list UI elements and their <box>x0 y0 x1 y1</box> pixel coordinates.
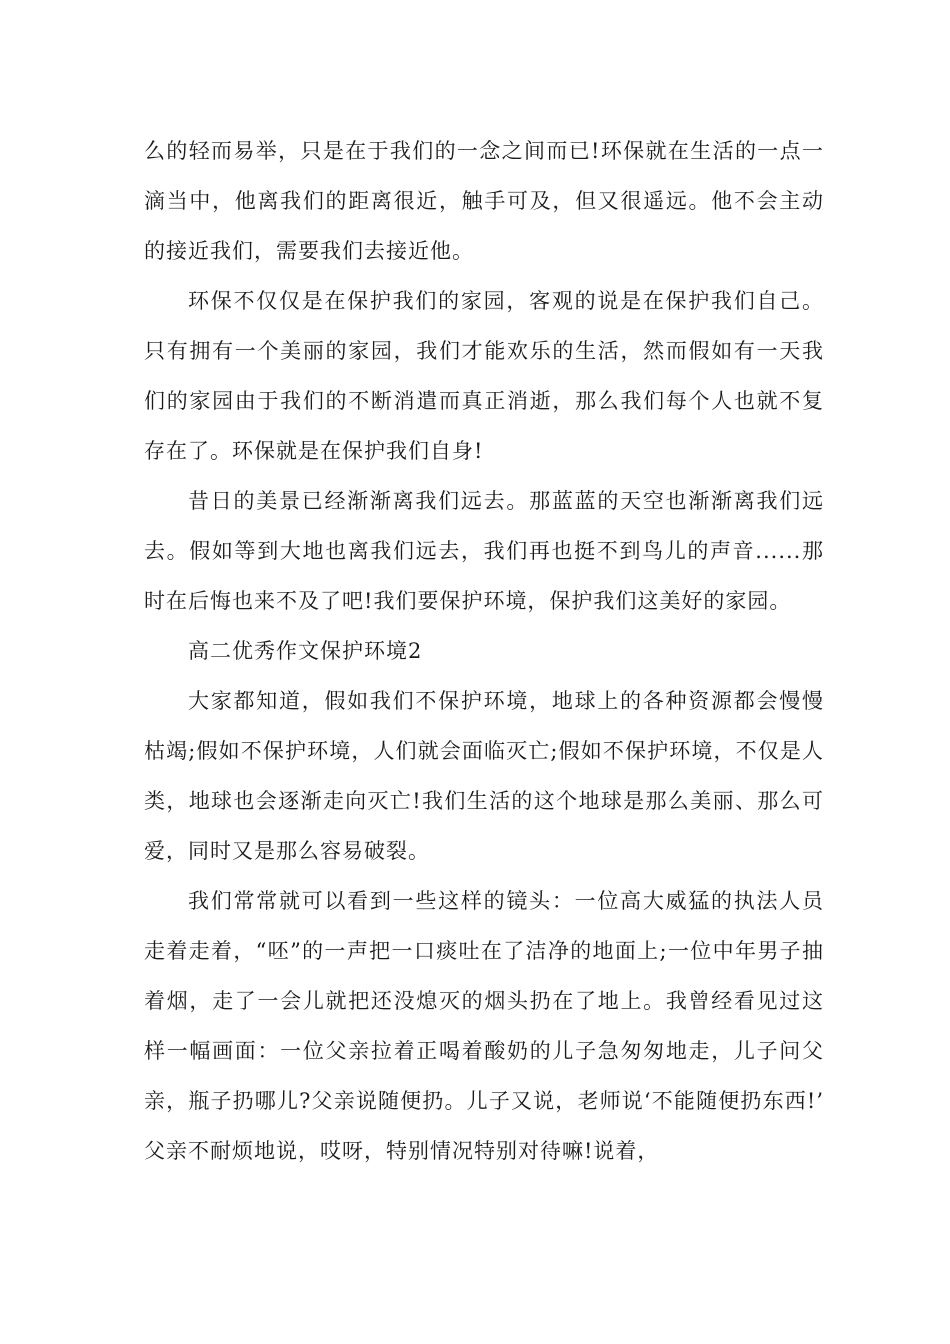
paragraph-2: 环保不仅仅是在保护我们的家园，客观的说是在保护我们自己。只有拥有一个美丽的家园，我们才能欢乐的生活，然而假如有一天我们的家园由于我们的不断消遣而真正消逝，那么我们每个人也就不复存在了。环保就是在保护我们自身! <box>144 289 824 463</box>
paragraph-1: 么的轻而易举，只是在于我们的一念之间而已!环保就在生活的一点一滴当中，他离我们的距离很近，触手可及，但又很遥远。他不会主动的接近我们，需要我们去接近他。 <box>144 139 824 263</box>
section-heading: 高二优秀作文保护环境2 <box>188 639 423 663</box>
document-body <box>144 126 824 1176</box>
paragraph-3: 昔日的美景已经渐渐离我们远去。那蓝蓝的天空也渐渐离我们远去。假如等到大地也离我们远去，我们再也挺不到鸟儿的声音......那时在后悔也来不及了吧!我们要保护环境，保护我们这美好的家园。 <box>144 489 824 613</box>
paragraph-5: 大家都知道，假如我们不保护环境，地球上的各种资源都会慢慢枯竭;假如不保护环境，人们就会面临灭亡;假如不保护环境，不仅是人类，地球也会逐渐走向灭亡!我们生活的这个地球是那么美丽、那么可爱，同时又是那么容易破裂。 <box>144 689 824 863</box>
paragraph-6: 我们常常就可以看到一些这样的镜头：一位高大威猛的执法人员走着走着，“呸”的一声把一口痰吐在了洁净的地面上;一位中年男子抽着烟，走了一会儿就把还没熄灭的烟头扔在了地上。我曾经看见过这样一幅画面：一位父亲拉着正喝着酸奶的儿子急匆匆地走，儿子问父亲，瓶子扔哪儿?父亲说随便扔。儿子又说，老师说‘不能随便扔东西!’父亲不耐烦地说，哎呀，特别情况特别对待嘛!说着， <box>144 889 824 1163</box>
